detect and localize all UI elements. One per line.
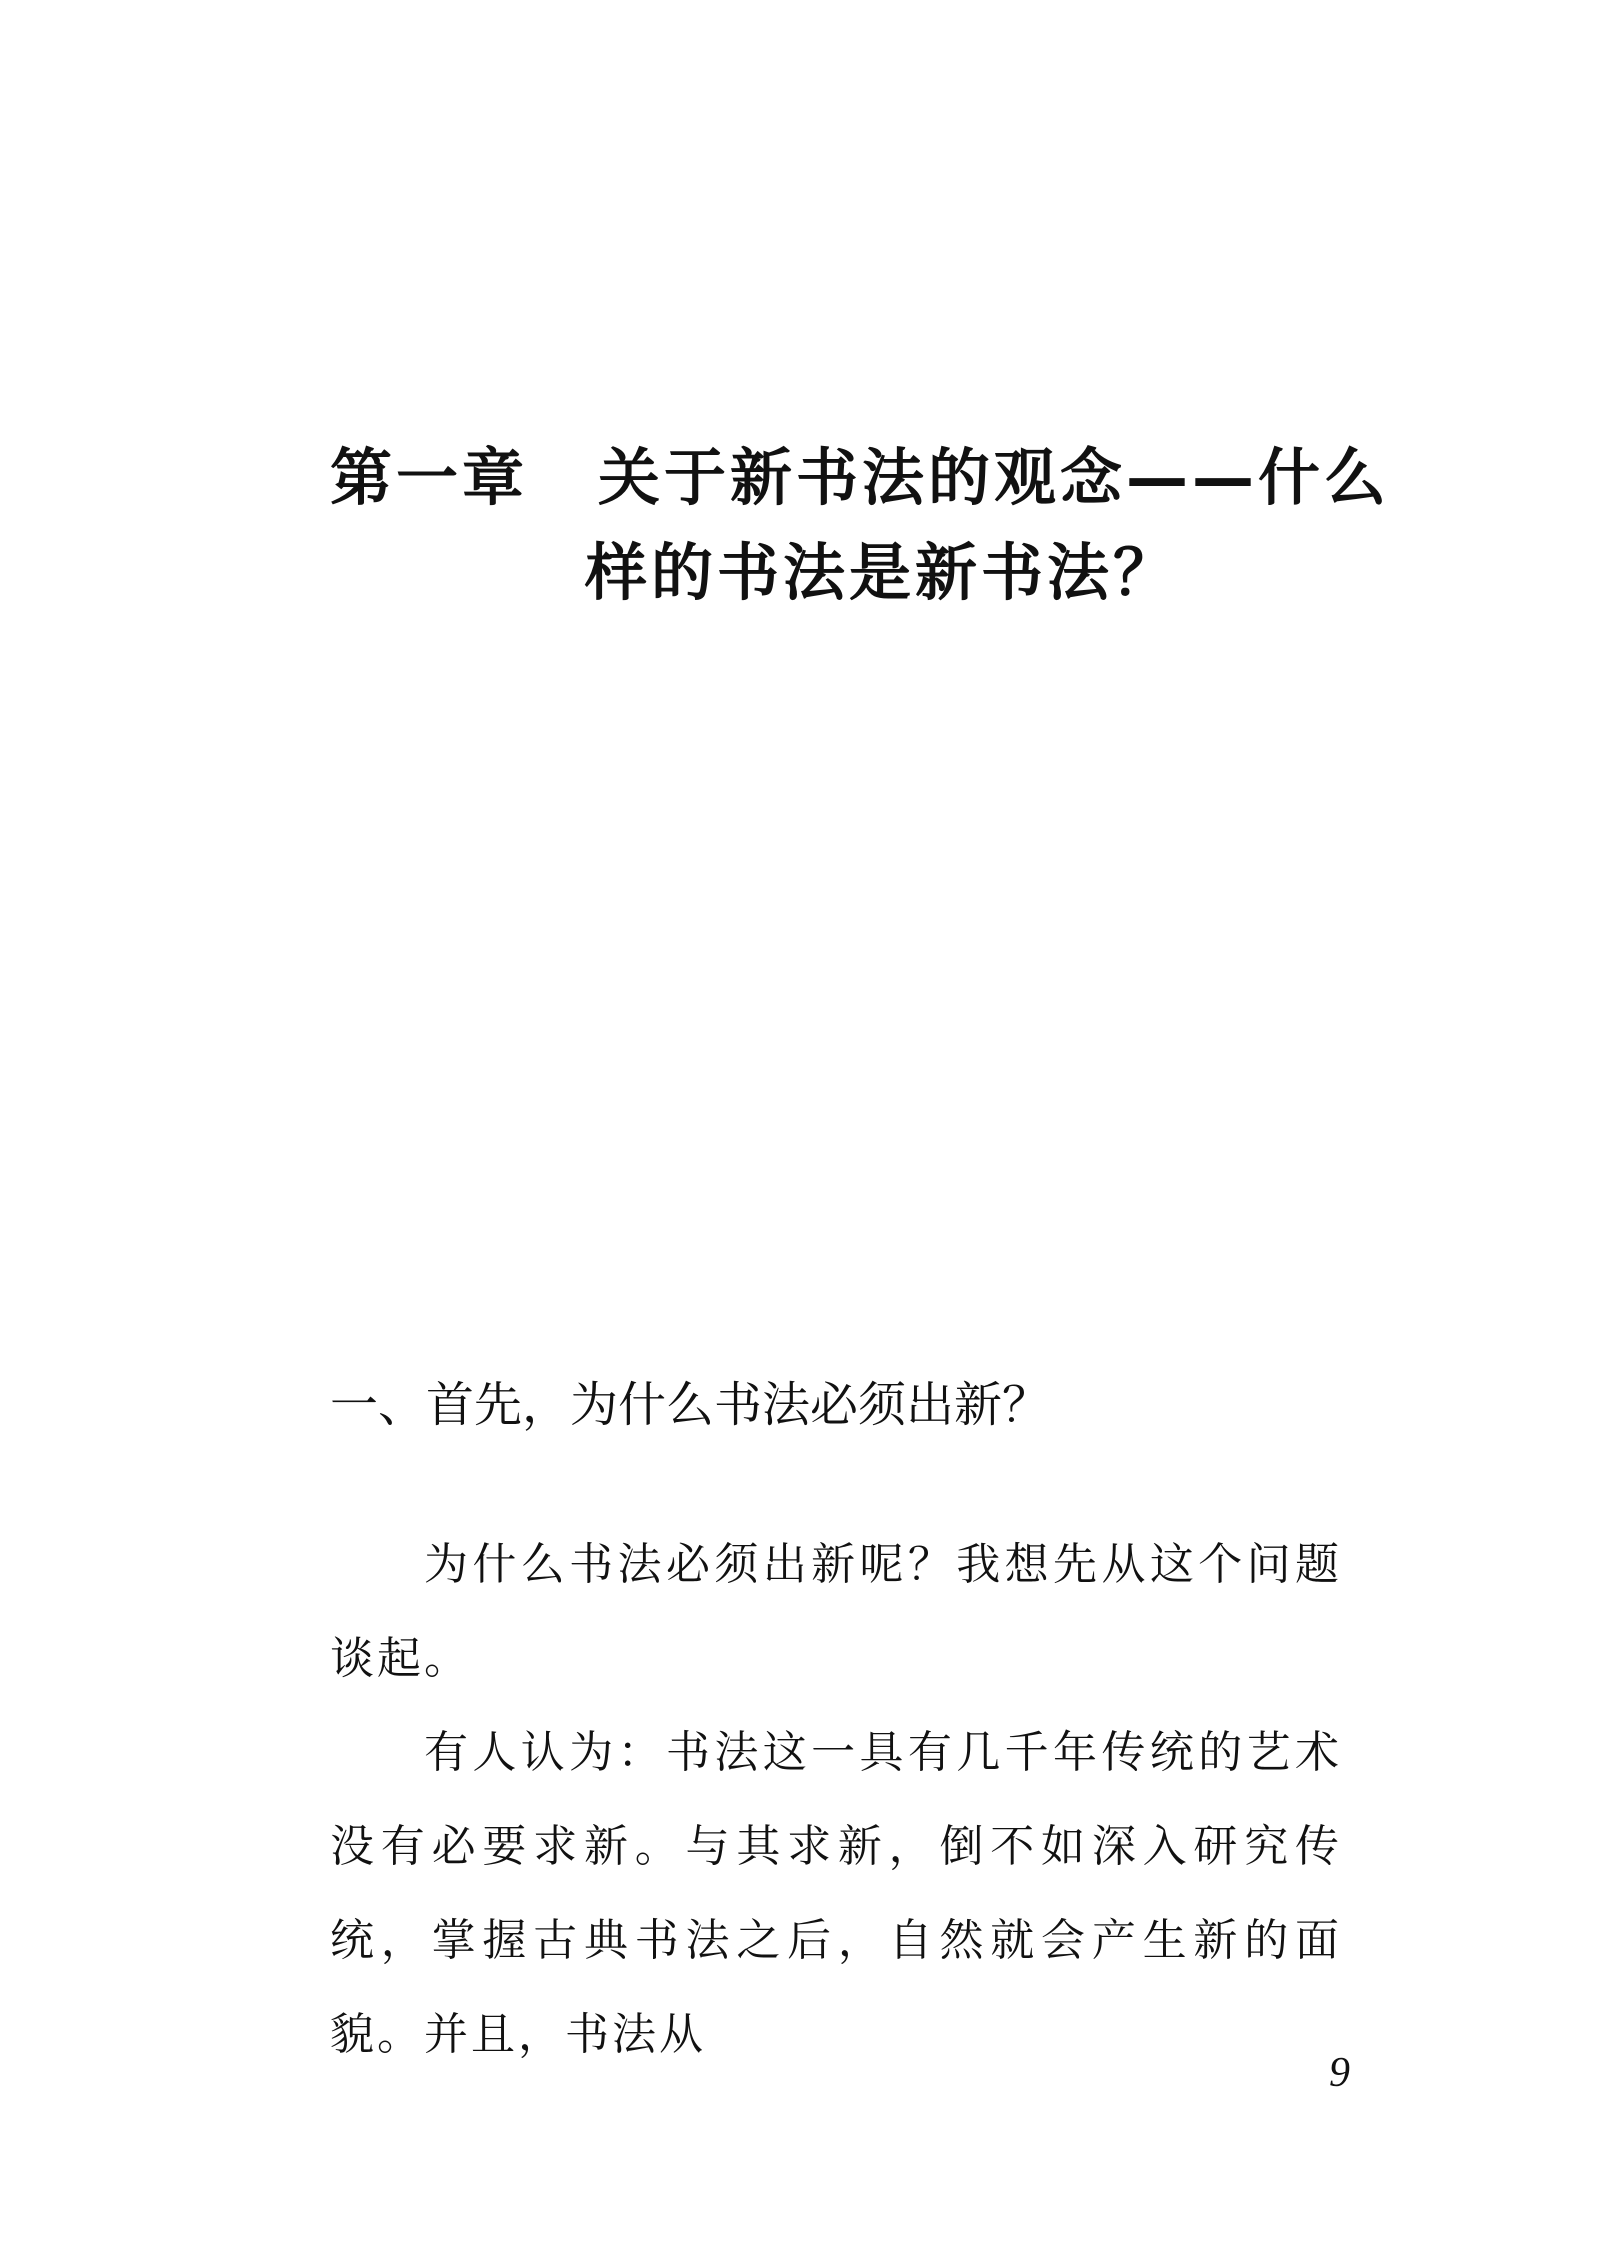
section-heading: 一、首先，为什么书法必须出新？: [330, 1377, 1051, 1433]
paragraph: 为什么书法必须出新呢？我想先从这个问题谈起。: [330, 1539, 1342, 1684]
chapter-label: 第一章: [330, 441, 529, 514]
chapter-title-text-1: 关于新书法的观念——什么: [598, 441, 1391, 514]
paragraph: 有人认为：书法这一具有几千年传统的艺术没有必要求新。与其求新，倒不如深入研究传统，掌握古典书法之后，自然就会产生新的面貌。并且，书法从: [330, 1727, 1342, 2060]
chapter-title: [330, 430, 1391, 620]
body-text: [330, 1518, 1342, 2082]
page-number: 9: [1329, 2050, 1350, 2096]
chapter-title-line-2: 样的书法是新书法？: [585, 536, 1180, 609]
chapter-title-line-1: [330, 430, 1391, 525]
